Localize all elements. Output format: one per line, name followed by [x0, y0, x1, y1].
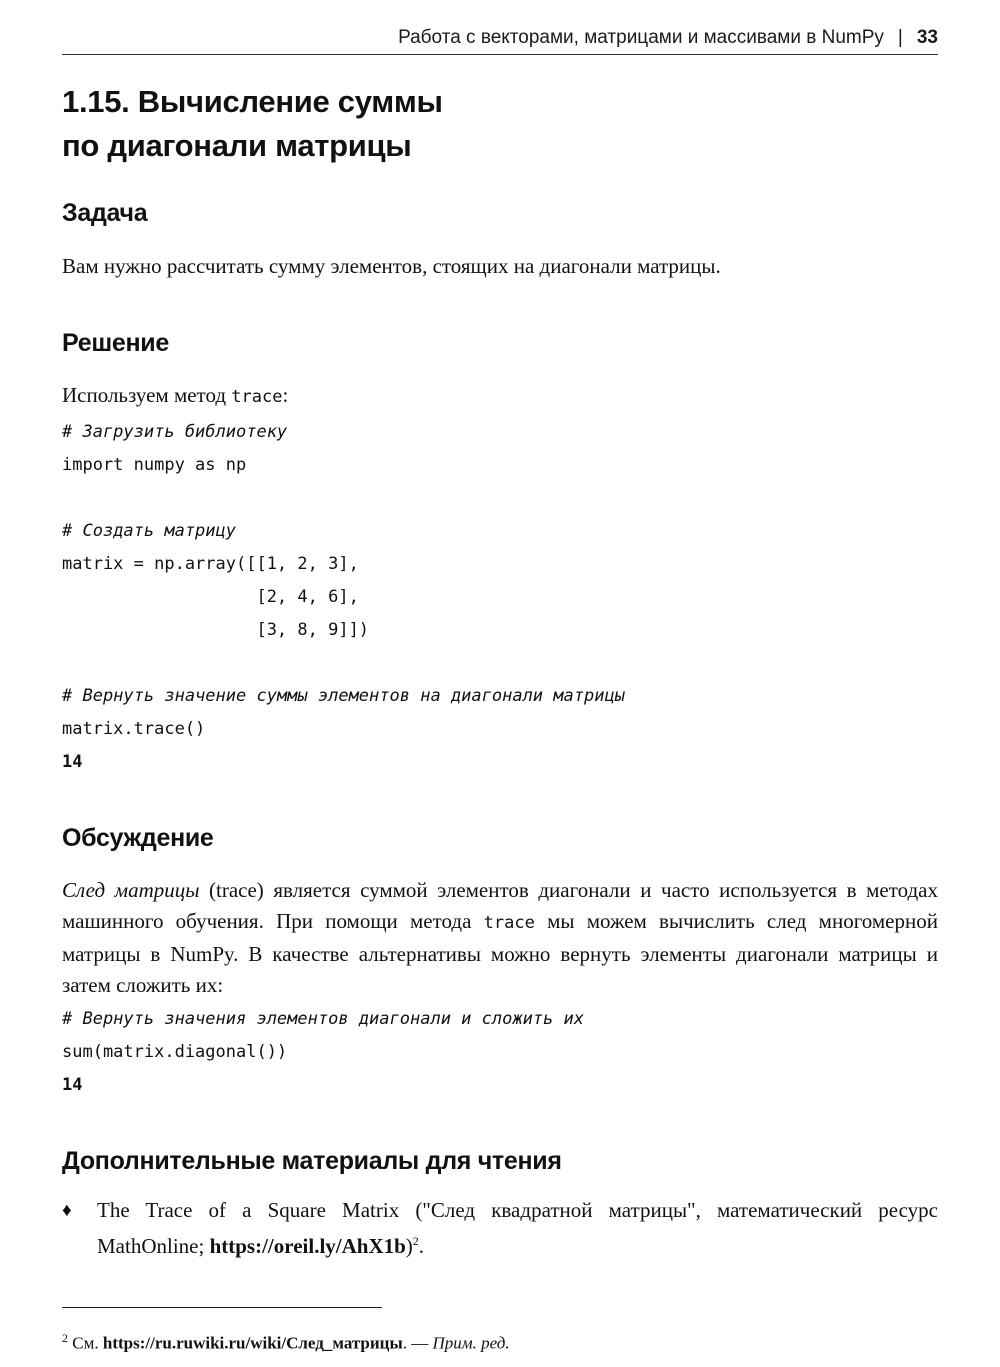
code-output-trace: 14 — [62, 752, 83, 772]
code-matrix-row-3: [3, 8, 9]]) — [62, 620, 370, 640]
code-trace-call: matrix.trace() — [62, 719, 206, 739]
running-title: Работа с векторами, матрицами и массивами в NumPy — [398, 27, 884, 48]
code-matrix-row-1: matrix = np.array([[1, 2, 3], — [62, 554, 359, 574]
code-comment-create-matrix: # Создать матрицу — [62, 521, 236, 541]
further-reading-item — [97, 1195, 938, 1262]
code-import: import numpy as np — [62, 455, 247, 475]
solution-intro-text: Используем метод — [62, 383, 232, 407]
reading-item-close: ) — [405, 1234, 413, 1258]
discussion-term: След матрицы — [62, 878, 200, 902]
discussion-text-1: (trace) является суммой элементов диагонали и часто используется в методах машинного обучения. При помощи метода — [62, 878, 938, 933]
reading-item-link[interactable]: https://oreil.ly/AhX1b — [209, 1234, 406, 1258]
code-matrix-row-2: [2, 4, 6], — [62, 587, 359, 607]
task-heading: Задача — [62, 199, 148, 227]
section-title-line-1: 1.15. Вычисление суммы — [62, 84, 443, 119]
code-comment-trace: # Вернуть значение суммы элементов на диагонали матрицы — [62, 686, 625, 706]
code-comment-load-library: # Загрузить библиотеку — [62, 422, 288, 442]
code-output-diagonal: 14 — [62, 1075, 83, 1095]
section-title-line-2: по диагонали матрицы — [62, 128, 412, 163]
running-header — [62, 27, 938, 49]
footnote — [62, 1326, 510, 1356]
footnote-editor-note: Прим. ред. — [432, 1333, 510, 1353]
discussion-heading: Обсуждение — [62, 824, 214, 852]
inline-code-trace: trace — [231, 387, 283, 407]
bullet-diamond-icon: ♦ — [62, 1200, 72, 1221]
discussion-text-2: мы можем вычислить след многомерной матрицы в NumPy. В качестве альтернативы можно вернуть элементы диагонали матрицы и затем сложить их: — [62, 909, 938, 997]
solution-heading: Решение — [62, 329, 169, 357]
code-comment-diagonal: # Вернуть значения элементов диагонали и сложить их — [62, 1009, 584, 1029]
header-separator: | — [897, 27, 903, 48]
section-title — [62, 80, 662, 168]
code-diagonal-sum: sum(matrix.diagonal()) — [62, 1042, 288, 1062]
reading-item-text: The Trace of a Square Matrix ("След квадратной матрицы", математический ресурс MathOnline; — [97, 1198, 938, 1258]
footnote-rule — [62, 1307, 382, 1308]
further-reading-heading: Дополнительные материалы для чтения — [62, 1147, 562, 1175]
footnote-mark: 2 — [62, 1331, 68, 1345]
footnote-ref[interactable]: 2 — [412, 1234, 419, 1248]
footnote-suffix: . — — [402, 1333, 433, 1353]
footnote-link[interactable]: https://ru.ruwiki.ru/wiki/След_матрицы — [102, 1333, 403, 1353]
task-text: Вам нужно рассчитать сумму элементов, стоящих на диагонали матрицы. — [62, 254, 721, 278]
solution-intro-colon: : — [282, 383, 289, 407]
solution-intro — [62, 380, 938, 413]
reading-item-period: . — [418, 1234, 425, 1258]
header-rule — [62, 54, 938, 55]
inline-code-trace-2: trace — [483, 913, 535, 933]
page-number: 33 — [916, 27, 938, 48]
discussion-paragraph — [62, 875, 938, 1001]
footnote-prefix: См. — [68, 1333, 103, 1353]
